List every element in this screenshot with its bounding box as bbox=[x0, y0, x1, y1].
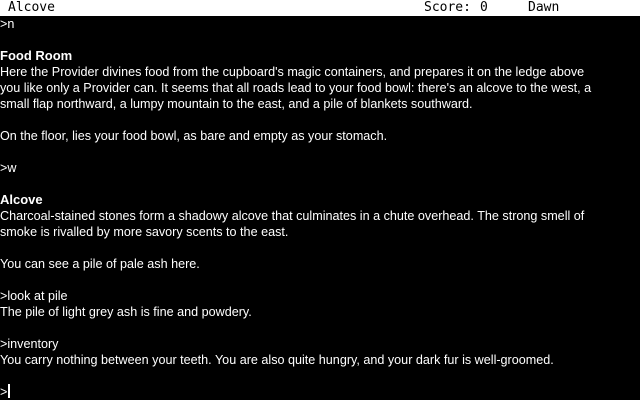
blank-line bbox=[0, 112, 640, 128]
room-description-line: Here the Provider divines food from the cupboard's magic containers, and prepares it on the ledge above bbox=[0, 65, 585, 79]
status-score-value: 0 bbox=[480, 0, 488, 15]
prompt-symbol: > bbox=[0, 385, 8, 399]
room-title: Food Room bbox=[0, 48, 73, 63]
room-description-line: small flap northward, a lumpy mountain to the east, and a pile of blankets southward. bbox=[0, 97, 473, 111]
room-description-line: you like only a Provider can. It seems that all roads lead to your food bowl: there's an alcove to the west, a bbox=[0, 81, 592, 95]
status-location: Alcove bbox=[8, 0, 55, 15]
status-time: Dawn bbox=[528, 0, 560, 15]
game-response: You carry nothing between your teeth. You are also quite hungry, and your dark fur is well-groomed. bbox=[0, 353, 554, 367]
command-input-line[interactable] bbox=[0, 384, 10, 400]
blank-line bbox=[0, 144, 640, 160]
blank-line bbox=[0, 240, 640, 256]
room-note: On the floor, lies your food bowl, as bare and empty as your stomach. bbox=[0, 129, 388, 143]
blank-line bbox=[0, 176, 640, 192]
command-echo: >inventory bbox=[0, 337, 59, 351]
status-score-label: Score: bbox=[424, 0, 471, 15]
blank-line bbox=[0, 32, 640, 48]
text-cursor bbox=[8, 384, 10, 398]
room-title: Alcove bbox=[0, 192, 43, 207]
command-echo: >w bbox=[0, 161, 17, 175]
blank-line bbox=[0, 272, 640, 288]
room-note: You can see a pile of pale ash here. bbox=[0, 257, 200, 271]
command-echo: >n bbox=[0, 17, 15, 31]
transcript bbox=[0, 16, 640, 368]
status-bar bbox=[0, 0, 640, 16]
blank-line bbox=[0, 320, 640, 336]
game-response: The pile of light grey ash is fine and powdery. bbox=[0, 305, 252, 319]
room-description-line: smoke is rivalled by more savory scents to the east. bbox=[0, 225, 289, 239]
room-description-line: Charcoal-stained stones form a shadowy alcove that culminates in a chute overhead. The strong smell of bbox=[0, 209, 585, 223]
command-echo: >look at pile bbox=[0, 289, 68, 303]
